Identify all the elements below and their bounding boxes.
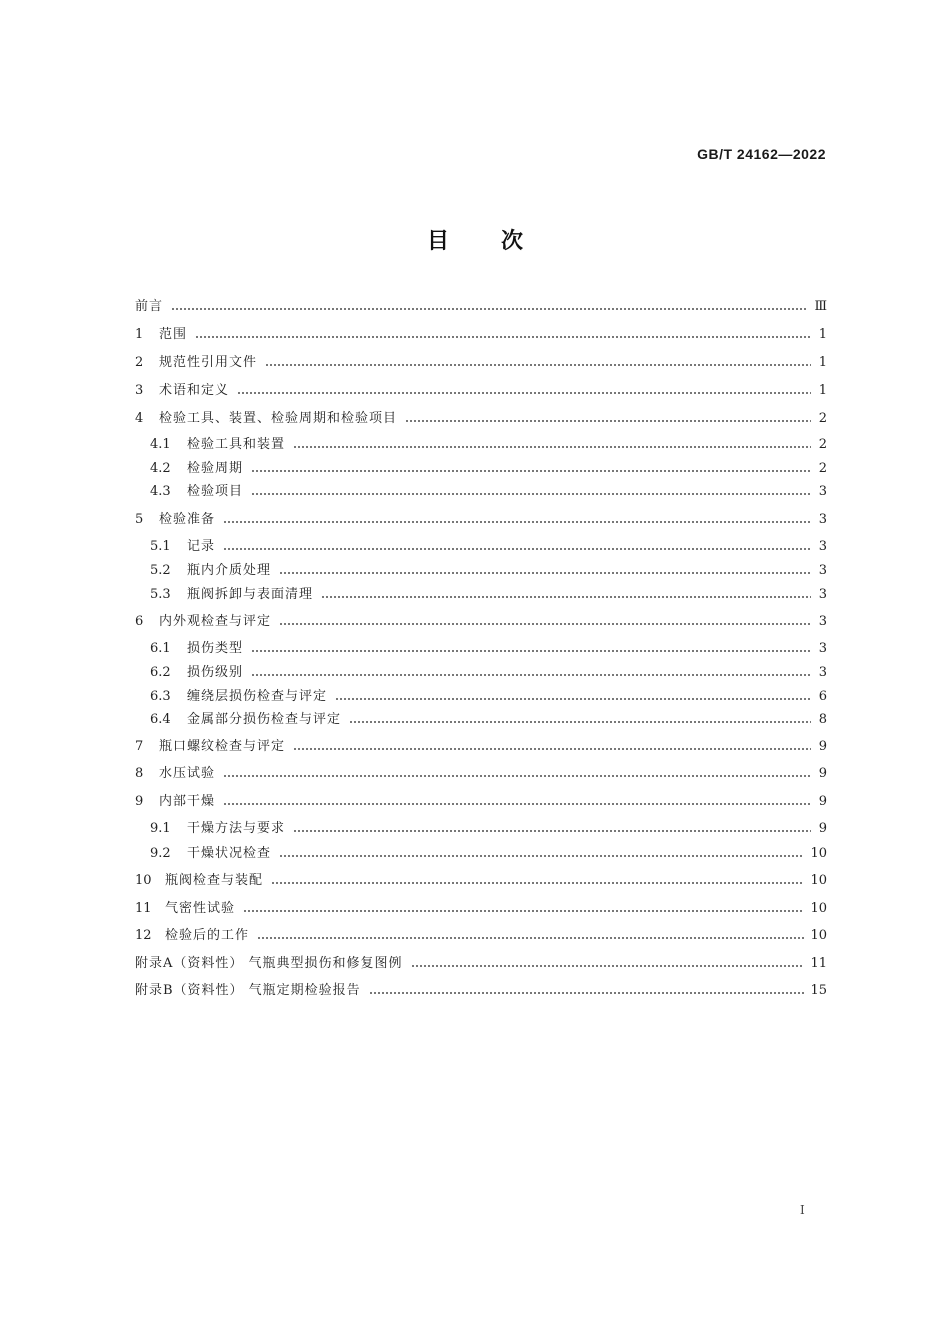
toc-number: 6.3 <box>150 689 171 704</box>
toc-number: 9.2 <box>150 846 171 861</box>
toc-page: 3 <box>818 641 827 656</box>
toc-label: 附录B（资料性） 气瓶定期检验报告 <box>135 983 361 998</box>
toc-number: 4.1 <box>150 437 171 452</box>
toc-entry-4-2[interactable] <box>150 460 827 478</box>
toc-label: 检验准备 <box>159 512 216 527</box>
dot-leader <box>265 363 811 367</box>
toc-entry-4-1[interactable] <box>150 436 827 454</box>
page-number: I <box>800 1203 805 1217</box>
toc-entry-9-1[interactable] <box>150 820 827 838</box>
toc-page: 9 <box>818 821 827 836</box>
dot-leader <box>257 936 804 940</box>
toc-label: 检验工具和装置 <box>187 437 286 452</box>
toc-label: 瓶内介质处理 <box>187 563 272 578</box>
dot-leader <box>335 697 811 701</box>
dot-leader <box>293 829 811 833</box>
dot-leader <box>171 307 808 311</box>
toc-label: 瓶阀检查与装配 <box>165 873 264 888</box>
toc-page: 3 <box>818 587 827 602</box>
dot-leader <box>369 991 805 995</box>
toc-entry-6-4[interactable] <box>150 711 827 729</box>
page-title: 目次 <box>426 228 575 254</box>
toc-entry-5-3[interactable] <box>150 586 827 604</box>
toc-number: 5.1 <box>150 539 171 554</box>
toc-label: 规范性引用文件 <box>159 355 258 370</box>
toc-number: 9.1 <box>150 821 171 836</box>
toc-label: 干燥方法与要求 <box>187 821 286 836</box>
toc-number: 6 <box>135 614 144 629</box>
toc-page: 3 <box>818 614 827 629</box>
toc-number: 5.3 <box>150 587 171 602</box>
toc-number: 6.4 <box>150 712 171 727</box>
toc-number: 3 <box>135 383 144 398</box>
toc-entry-7[interactable] <box>135 738 827 756</box>
dot-leader <box>223 802 811 806</box>
dot-leader <box>411 964 805 968</box>
dot-leader <box>349 720 811 724</box>
toc-entry-5-2[interactable] <box>150 562 827 580</box>
toc-entry-2[interactable] <box>135 354 827 372</box>
toc-label: 金属部分损伤检查与评定 <box>187 712 342 727</box>
dot-leader <box>251 649 811 653</box>
toc-entry-10[interactable] <box>135 872 827 890</box>
toc-page: 2 <box>818 461 827 476</box>
toc-number: 10 <box>135 873 152 888</box>
toc-page: 1 <box>818 355 827 370</box>
toc-page: 2 <box>818 411 827 426</box>
dot-leader <box>293 747 811 751</box>
toc-entry-6-2[interactable] <box>150 664 827 682</box>
toc-page: 3 <box>818 539 827 554</box>
toc-entry-appendix-a[interactable] <box>135 955 827 973</box>
toc-number: 8 <box>135 766 144 781</box>
toc-page: 3 <box>818 484 827 499</box>
toc-entry-9-2[interactable] <box>150 845 827 863</box>
dot-leader <box>279 854 804 858</box>
toc-number: 6.1 <box>150 641 171 656</box>
toc-entry-5-1[interactable] <box>150 538 827 556</box>
toc-label: 术语和定义 <box>159 383 230 398</box>
toc-entry-8[interactable] <box>135 765 827 783</box>
toc-entry-12[interactable] <box>135 927 827 945</box>
toc-page: 9 <box>818 739 827 754</box>
toc-label: 干燥状况检查 <box>187 846 272 861</box>
toc-number: 4.2 <box>150 461 171 476</box>
toc-label: 检验项目 <box>187 484 244 499</box>
toc-page: 9 <box>818 766 827 781</box>
toc-label: 瓶阀拆卸与表面清理 <box>187 587 314 602</box>
toc-number: 7 <box>135 739 144 754</box>
toc-label: 附录A（资料性） 气瓶典型损伤和修复图例 <box>135 956 403 971</box>
toc-page: 3 <box>818 563 827 578</box>
toc-label: 瓶口螺纹检查与评定 <box>159 739 286 754</box>
toc-page: 3 <box>818 665 827 680</box>
toc-entry-foreword[interactable] <box>135 298 827 316</box>
standard-code: GB/T 24162—2022 <box>697 146 826 162</box>
toc-page: 2 <box>818 437 827 452</box>
toc-label: 损伤类型 <box>187 641 244 656</box>
dot-leader <box>279 571 811 575</box>
toc-entry-4-3[interactable] <box>150 483 827 501</box>
toc-label: 内外观检查与评定 <box>159 614 272 629</box>
dot-leader <box>195 335 811 339</box>
dot-leader <box>251 492 811 496</box>
dot-leader <box>321 595 811 599</box>
toc-entry-4[interactable] <box>135 410 827 428</box>
dot-leader <box>271 881 804 885</box>
toc-label: 内部干燥 <box>159 794 216 809</box>
toc-page: Ⅲ <box>814 299 827 314</box>
dot-leader <box>251 469 811 473</box>
toc-number: 5 <box>135 512 144 527</box>
toc-page: 8 <box>818 712 827 727</box>
toc-label: 检验后的工作 <box>165 928 250 943</box>
dot-leader <box>251 673 811 677</box>
toc-number: 4 <box>135 411 144 426</box>
toc-entry-appendix-b[interactable] <box>135 982 827 1000</box>
toc-entry-9[interactable] <box>135 793 827 811</box>
toc-label: 记录 <box>187 539 216 554</box>
toc-page: 1 <box>818 327 827 342</box>
toc-page: 10 <box>810 901 827 916</box>
dot-leader <box>279 622 811 626</box>
dot-leader <box>293 445 811 449</box>
toc-entry-6-1[interactable] <box>150 640 827 658</box>
toc-entry-3[interactable] <box>135 382 827 400</box>
toc-number: 6.2 <box>150 665 171 680</box>
toc-label: 损伤级别 <box>187 665 244 680</box>
dot-leader <box>237 391 811 395</box>
toc-label: 范围 <box>159 327 188 342</box>
dot-leader <box>243 909 804 913</box>
dot-leader <box>405 419 811 423</box>
dot-leader <box>223 520 811 524</box>
toc-label: 检验周期 <box>187 461 244 476</box>
dot-leader <box>223 547 811 551</box>
toc-label: 前言 <box>135 299 164 314</box>
toc-number: 9 <box>135 794 144 809</box>
toc-label: 气密性试验 <box>165 901 236 916</box>
toc-entry-11[interactable] <box>135 900 827 918</box>
toc-page: 15 <box>810 983 827 998</box>
toc-page: 11 <box>810 956 827 971</box>
toc-label: 缠绕层损伤检查与评定 <box>187 689 328 704</box>
toc-page: 9 <box>818 794 827 809</box>
toc-entry-1[interactable] <box>135 326 827 344</box>
toc-entry-6[interactable] <box>135 613 827 631</box>
toc-page: 1 <box>818 383 827 398</box>
toc-label: 水压试验 <box>159 766 216 781</box>
toc-page: 3 <box>818 512 827 527</box>
toc-page: 10 <box>810 928 827 943</box>
toc-page: 10 <box>810 873 827 888</box>
toc-number: 4.3 <box>150 484 171 499</box>
toc-entry-6-3[interactable] <box>150 688 827 706</box>
toc-page: 10 <box>810 846 827 861</box>
toc-number: 5.2 <box>150 563 171 578</box>
toc-number: 1 <box>135 327 144 342</box>
toc-label: 检验工具、装置、检验周期和检验项目 <box>159 411 398 426</box>
toc-entry-5[interactable] <box>135 511 827 529</box>
dot-leader <box>223 774 811 778</box>
toc-number: 11 <box>135 901 152 916</box>
toc-number: 12 <box>135 928 152 943</box>
toc-page: 6 <box>818 689 827 704</box>
toc-number: 2 <box>135 355 144 370</box>
